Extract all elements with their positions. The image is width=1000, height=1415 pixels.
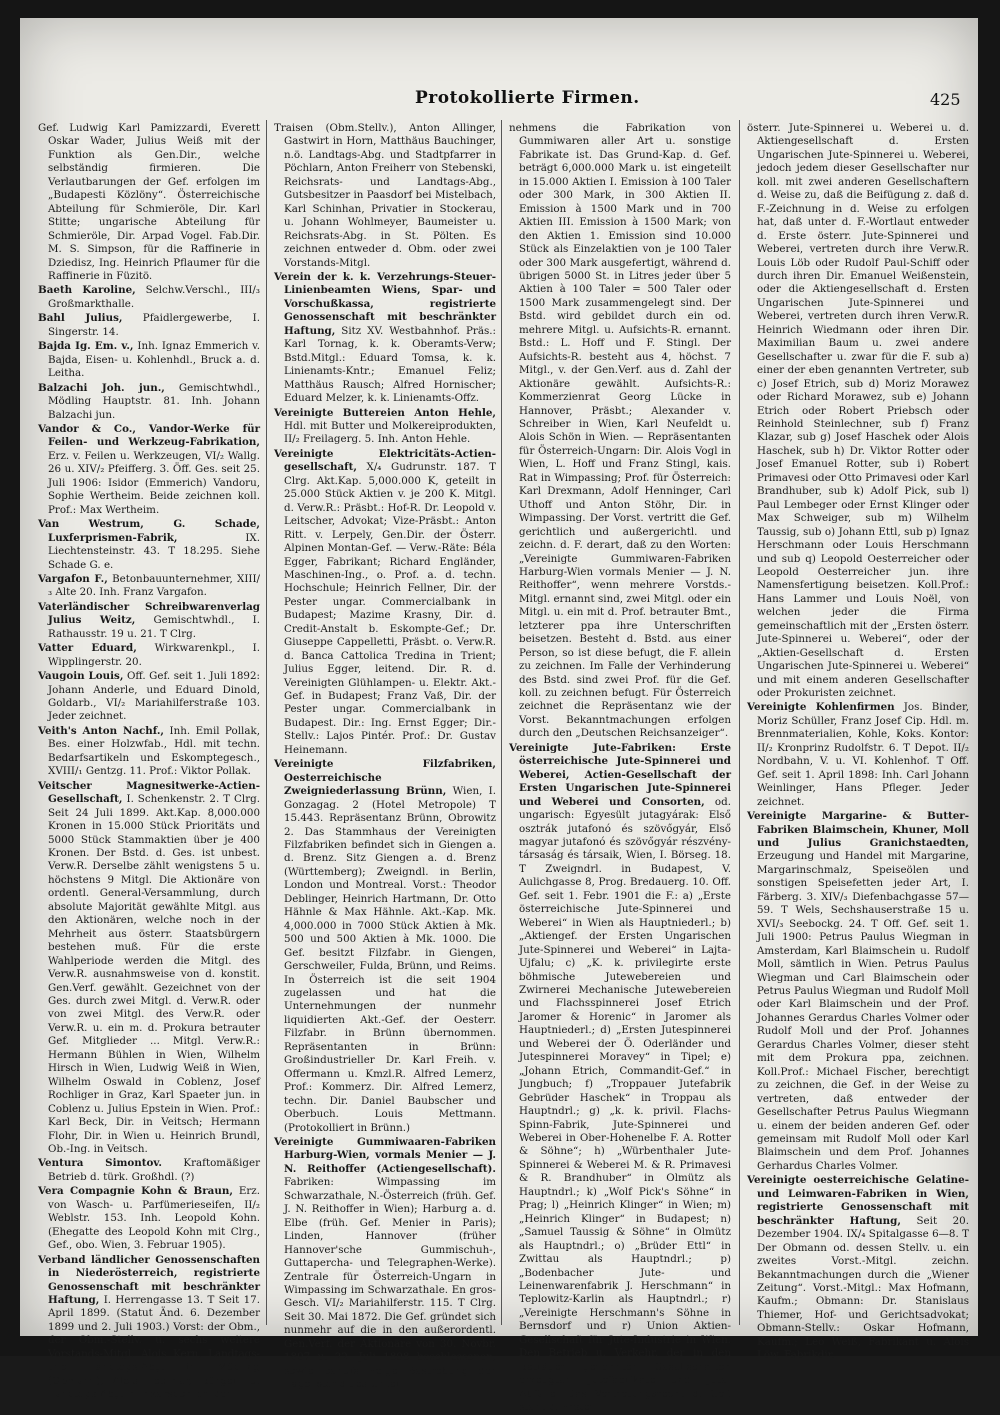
firm-name: Bajda Ig. Em. v.,	[38, 340, 134, 353]
firm-details: österr. Jute-Spinnerei u. Weberei u. d. Aktiengesellschaft d. Ersten Ungarischen Jute-Spinnerei u. Weberei, jedoch jedem dieser Gesellschafter nur koll. mit zwei anderen Gesellschaftern d. Weise zu, daß die Beifügung z. daß d. F.-Zeichnung in d. Weise zu erfolgen hat, daß unter d. F.-Wortlaut entweder d. Erste österr. Jute-Spinnerei und Weberei, vertreten durch ihre Verw.R. Louis Löb oder Rudolf Paul-Schiff oder durch ihren Dir. Emanuel Weißenstein, oder die Aktiengesellschaft d. Ersten Ungarischen Jute-Spinnerei und Weberei, vertreten durch ihren Verw.R. Heinrich Wiedmann oder ihren Dir. Maximilian Baum u. zwei andere Gesellschafter u. zwar für die F. sub a) einer der eben genannten Vertreter, sub c) Josef Etrich, sub d) Moriz Morawez oder Richard Morawez, sub e) Johann Etrich oder Robert Priebsch oder Reinhold Steinlechner, sub f) Franz Klazar, sub g) Josef Haschek oder Alois Haschek, sub h) Dr. Viktor Rotter oder Josef Emanuel Rotter, sub i) Robert Primavesi oder Otto Primavesi oder Karl Brandhuber, sub k) Adolf Pick, sub l) Paul Lembeger oder Ernst Klinger oder Max Schweiger, sub m) Wilhelm Taussig, sub o) Johann Ettl, sub p) Ignaz Herschmann oder Louis Herschmann und sub q) Leopold Oesterreicher oder Leopold Oesterreicher jun. ihre Namensfertigung beisetzen. Koll.Prof.: Hans Lammer und Louis Noël, von welchen jeder die Firma gemeinschaftlich mit der „Ersten österr. Jute-Spinnerei u. Weberei“, oder der „Aktien-Gesellschaft d. Ersten Ungarischen Jute-Spinnerei u. Weberei“ und mit einem anderen Gesellschafter oder Prokuristen zeichnet.	[747, 122, 970, 700]
directory-entry	[38, 1254, 260, 1402]
firm-details: Inh. Emil Pollak, Bes. einer Holzwfab., Hdl. mit techn. Bedarfsartikeln und Eskomptegesch., XVIII/₁ Gentzg. 11. Prof.: Viktor Pollak.	[48, 724, 260, 778]
column-divider	[266, 120, 267, 1325]
directory-entry	[274, 1136, 496, 1392]
directory-entry	[38, 312, 260, 339]
directory-entry	[38, 725, 260, 779]
firm-details: Erz. v. Feilen u. Werkzeugen, VI/₂ Wallg. 26 u. XIV/₂ Pfeifferg. 3. Öff. Ges. seit 25. Juli 1906: Isidor (Emmerich) Vandoru, Sophie Wertheim. Beide zeichnen koll. Prof.: Max Wertheim.	[48, 449, 260, 516]
firm-name: Vereinigte oesterreichische Gelatine- und Leimwaren-Fabriken in Wien, registrierte Genossenschaft mit beschränkter Haftung,	[747, 1174, 969, 1227]
firm-name: Vereinigte Margarine- & Butter-Fabriken Blaimschein, Khuner, Moll und Julius Granichstaedten,	[747, 810, 969, 850]
firm-details: Inh. Ignaz Emmerich v. Bajda, Eisen- u. Kohlenhdl., Bruck a. d. Leitha.	[48, 340, 261, 380]
firm-name: Vereinigte Kohlenfirmen	[747, 701, 895, 714]
firm-details: Sitz XV. Westbahnhof. Präs.: Karl Tornag, k. k. Oberamts-Verw; Bstd.Mitgl.: Eduard Tomsa, k. k. Linienamts-Kntr.; Emanuel Feliz; Matthäus Rausch; Alfred Hornischer; Eduard Melzer, k. k. Linienamts-Offz.	[284, 324, 496, 405]
firm-name: Verband ländlicher Genossenschaften in Niederösterreich, registrierte Genossenschaft mit beschränkter Haftung,	[38, 1253, 260, 1306]
directory-entry	[38, 573, 260, 600]
directory-entry	[509, 122, 731, 741]
firm-name: Balzachi Joh. jun.,	[38, 381, 165, 394]
directory-entry	[38, 1157, 260, 1184]
page-number: 425	[930, 90, 961, 109]
firm-details: Gef. Ludwig Karl Pamizzardi, Everett Oskar Wader, Julius Weiß mit der Funktion als Gen.Dir., welche selbständig firmieren. Die Verlautbarungen der Gef. erfolgen im „Budapesti Közlöny“. Österreichische Abteilung für Schmieröle, Dir. Karl Stitte; ungarische Abteilung für Schmieröle, Dir. Arpad Vogel. Fab.Dir. M. S. Simpson, für die Raffinerie in Dziedisz, Ing. Heinrich Pflaumer für die Raffinerie in Füzitö.	[38, 122, 260, 282]
firm-details: Gemischtwhdl., Mödling Hauptstr. 81. Inh. Johann Balzachi jun.	[48, 381, 260, 421]
firm-name: Verein der k. k. Verzehrungs-Steuer-Linienbeamten Wiens, Spar- und Vorschußkassa, registrierte Genossenschaft mit beschränkter Haftung,	[274, 270, 496, 337]
firm-name: Vandor & Co., Vandor-Werke für Feilen- und Werkzeug-Fabrikation,	[38, 422, 260, 449]
firm-name: Vargafon F.,	[38, 572, 108, 585]
directory-entry	[509, 742, 731, 1415]
firm-name: Vereinigte Elektricitäts-Actien-gesellschaft,	[274, 447, 496, 474]
firm-name: Ventura Simontov.	[38, 1157, 162, 1170]
firm-details: Wien, I. Gonzagag. 2 (Hotel Metropole) T 15.443. Repräsentanz Brünn, Obrowitz 2. Das Stammhaus der Vereinigten Filzfabriken befindet sich in Giengen a. d. Brenz. Sitz Giengen a. d. Brenz (Württemberg); Zweigndl. in Berlin, London und Montreal. Vorst.: Theodor Deblinger, Heinrich Hartmann, Dr. Otto Hähnle & Max Hähnle. Akt.-Kap. Mk. 4,000.000 in 7000 Stück Aktien à Mk. 500 und 500 Aktien à Mk. 1000. Die Gef. besitzt Filzfabr. in Giengen, Gerschweiler, Fulda, Brünn, und Reims. In Österreich ist die seit 1904 zugelassen und hat die Unternehmungen der nunmehr liquidierten Akt.-Gef. der Oesterr. Filzfabr. in Brünn übernommen. Repräsentanten in Brünn: Großindustrieller Dr. Karl Freih. v. Offermann u. Kmzl.R. Alfred Lemerz, Prof.: Kommerz. Dir. Alfred Lemerz, techn. Dir. Daniel Baubscher und Oberbuch. Louis Mettmann. (Protokolliert in Brünn.)	[284, 785, 497, 1134]
firm-details: Kraftomäßiger Betrieb d. türk. Großhdl. (?)	[48, 1157, 260, 1183]
directory-entry	[38, 601, 260, 641]
directory-entry	[747, 701, 969, 809]
firm-name: Vereinigte Filzfabriken, Oesterreichische Zweigniederlassung Brünn,	[274, 758, 496, 798]
firm-name: Baeth Karoline,	[38, 284, 136, 297]
directory-entry	[38, 122, 260, 283]
directory-entry	[38, 1185, 260, 1252]
directory-entry	[274, 448, 496, 757]
directory-entry	[747, 1174, 969, 1362]
directory-entry	[38, 642, 260, 669]
column-divider	[501, 120, 502, 1325]
directory-entry	[38, 780, 260, 1157]
directory-entry	[38, 284, 260, 311]
firm-name: Veith's Anton Nachf.,	[38, 724, 165, 737]
firm-name: Van Westrum, G. Schade, Luxferprismen-Fabrik,	[38, 518, 260, 544]
firm-name: Bahl Julius,	[38, 312, 123, 325]
text-column-1	[38, 122, 261, 1401]
directory-entry	[38, 670, 260, 724]
directory-entry	[38, 423, 260, 517]
firm-details: nehmens die Fabrikation von Gummiwaren aller Art u. sonstige Fabrikate ist. Das Grund-Kap. d. Gef. beträgt 6,000.000 Mark u. ist eingeteilt in 15.000 Aktien I. Emission à 100 Taler oder 300 Mark, in 300 Aktien II. Emission à 1500 Mark und in 700 Aktien III. Emission à 1500 Mark; von den Aktien 1. Emission sind 10.000 Stück als Einzelaktien von je 100 Taler oder 300 Mark ausgefertigt, während d. übrigen 5000 St. in Litres jeder über 5 Aktien à 100 Taler = 500 Taler oder 1500 Mark zusammengelegt sind. Der Bstd. wird gebildet durch ein od. mehrere Mitgl. u. Aufsichts-R. ernannt. Bstd.: L. Hoff und F. Stingl. Der Aufsichts-R. besteht aus 4, höchst. 7 Mitgl., v. der Gen.Verf. aus d. Zahl der Aktionäre gewählt. Aufsichts-R.: Kommerzienrat Georg Lücke in Hannover, Präsbt.; Alexander v. Schreiber in Wien, Karl Neufeldt u. Alois Schön in Wien. — Repräsentanten für Österreich-Ungarn: Dir. Alois Vogl in Wien, L. Hoff und Franz Stingl, kais. Rat in Wimpassing; Prof. für Österreich: Karl Drexmann, Adolf Henninger, Carl Uthoff und Anton Stöhr, Dir. in Wimpassing. Der Vorst. vertritt die Gef. gerichtlich und außergerichtl. und zeichn. d. F. derart, daß zu den Worten: „Vereinigte Gummiwaren-Fabriken Harburg-Wien vormals Menier — J. N. Reithoffer“, wenn mehrere Vorstds.-Mitgl. ernannt sind, zwei Mitgl. oder ein Mitgl. u. ein mit d. Prof. betrauter Bmt., letzterer ppa ihre Unterschriften beisetzen. Besteht d. Bstd. aus einer Person, so ist diese befugt, die F. allein zu zeichnen. Im Falle der Verhinderung des Bstd. sind zwei Prof. für die Gef. koll. zu zeichnen befugt. Für Österreich zeichnet die Repräsentanz wie der Vorst. Bekanntmachungen erfolgen durch den „Deutschen Reichsanzeiger“.	[509, 122, 731, 740]
firm-name: Vera Compagnie Kohn & Braun,	[38, 1185, 233, 1198]
firm-details: Hdl. mit Butter und Molkereiprodukten, II/₂ Freilagerg. 5. Inh. Anton Hehle.	[284, 419, 496, 446]
text-column-3	[509, 122, 731, 1414]
text-column-4	[747, 122, 970, 1362]
firm-details: od. ungarisch: Egyesült jutagyárak: Első osztrák jutafonó és szövőgyár, Első magyar jutafonó és szövőgyár részvény-társaság és társaik, Wien, I. Börseg. 18. T Zweigndrl. in Budapest, V. Aulichgasse 8, Prog. Bredauerg. 10. Off. Gef. seit 1. Febr. 1901 die F.: a) „Erste österreichische Jute-Spinnerei und Weberei“ in Wien als Hauptniederl.; b) „Aktiengef. der Ersten Ungarischen Jute-Spinnerei und Weberei“ in Lajta-Ujfalu; c) „K. k. privilegirte erste böhmische Jutewebereien und Zwirnerei Mechanische Jutewebereien und Flachsspinnerei Josef Etrich Jaromer & Horenic“ in Jaromer als Hauptniederl.; d) „Ersten Jutespinnerei und Weberei der Ö. Oderländer und Jutespinnerei Moravey“ in Tipel; e) „Johann Etrich, Commandit-Gef.“ in Jungbuch; f) „Troppauer Jutefabrik Gebrüder Haschek“ in Troppau als Hauptndrl.; g) „k. k. privil. Flachs-Spinn-Fabrik, Jute-Spinnerei und Weberei in Ober-Hohenelbe F. A. Rotter & Söhne“; h) „Würbenthaler Jute-Spinnerei & Weberei M. & R. Primavesi & R. Brandhuber“ in Olmütz als Hauptndrl.; k) „Wolf Pick's Söhne“ in Prag; l) „Heinrich Klinger“ in Wien; m) „Heinrich Klinger“ in Budapest; n) „Samuel Taussig & Söhne“ in Olmütz als Hauptndrl.; o) „Brüder Ettl“ in Zwittau als Hauptndrl.; p) „Bodenbacher Jute- und Leinenwarenfabrik J. Herschmann“ in Teplowitz-Karlin als Hauptndrl.; r) „Vereinigte Herschmann's Söhne in Bernsdorf und r) Union Aktien-Gesellschaft für Jute-Industrie in Wien. Den Betrieb u. Verkehr. der in den Beträgen genannten Gesellschaften erzeugten Jutefabrikate und Jute-Abfälle. Das Vertretungsrecht d. Gef. steht d. Ersten	[519, 795, 731, 1414]
firm-details: Selchw.Verschl., III/₃ Großmarkthalle.	[48, 284, 260, 310]
firm-details: Fabriken: Wimpassing im Schwarzathale, N.-Österreich (früh. Gef. J. N. Reithoffer in Wien); Harburg a. d. Elbe (früh. Gef. Menier in Paris); Linden, Hannover (früher Hannover'sche Gummischuh-, Guttapercha- und Telegraphen-Werke). Zentrale für Österreich-Ungarn in Wimpassing im Schwarzathale. En gros-Gesch. VI/₂ Mariahilferstr. 115. T Clrg. Seit 30. Mai 1872. Die Gef. gründet sich nunmehr auf die in den außerordentl. Gen.Verf. der Aktionäre von 30. Novbr. 1897 u. 22. Juli 1898 beschlossenen, sowie behufs Folge Bestrebung der Eagel.stand des Unter-	[284, 1176, 496, 1391]
firm-details: Jos. Binder, Moriz Schüller, Franz Josef Cip. Hdl. m. Brennmaterialien, Kohle, Koks. Kontor: II/₂ Kronprinz Rudolfstr. 6. T Depot. II/₂ Nordbahn, V. u. VI. Kohlenhof. T Off. Gef. seit 1. April 1898: Inh. Carl Johann Weinlinger, Hans Pfleger. Jeder zeichnet.	[757, 701, 970, 808]
firm-details: Off. Gef. seit 1. Juli 1892: Johann Anderle, und Eduard Dinold, Goldarb., VI/₂ Mariahilferstraße 103. Jeder zeichnet.	[48, 670, 260, 723]
page-title: Protokollierte Firmen.	[415, 88, 640, 108]
directory-entry	[274, 122, 496, 270]
firm-details: Erz. von Wasch- u. Parfümerieseifen, II/₂ Weblstr. 153. Inh. Leopold Kohn. (Ehegatte des Leopold Kohn mit Clrg., Gef., obo. Wien, 3. Februar 1905).	[48, 1185, 260, 1252]
firm-details: Betonbauunternehmer, XIII/₃ Alte 20. Inh. Franz Vargafon.	[48, 572, 260, 599]
directory-entry	[274, 407, 496, 447]
directory-entry	[274, 758, 496, 1135]
firm-name: Vaugoin Louis,	[38, 670, 124, 683]
firm-name: Vereinigte Jute-Fabriken: Erste österreichische Jute-Spinnerei und Weberei, Actien-Gesellschaft der Ersten Ungarischen Jute-Spinnerei und Weberei und Consorten,	[509, 741, 731, 808]
directory-entry	[38, 340, 260, 380]
text-column-2	[274, 122, 497, 1391]
firm-details: Gemischtwhdl., I. Rathausstr. 19 u. 21. T Clrg.	[48, 614, 260, 640]
directory-entry	[747, 810, 969, 1173]
directory-entry	[38, 518, 260, 572]
firm-details: I. Schenkenstr. 2. T Clrg. Seit 24 Juli 1899. Akt.Kap. 8,000.000 Kronen in 15.000 Stück Prioritäts und 5000 Stück Stammaktien über je 400 Kronen. Der Bstd. d. Ges. ist unbest. Verw.R. Derselbe zählt wenigstens 5 u. höchstens 9 Mitgl. Die Aktionäre von ordentl. General-Versammlung, durch absolute Majorität gewählte Mitgl. aus den Aktionären, welche noch in der Mehrheit aus österr. Staatsbürgern bestehen muß. Für die erste Wahlperiode werden die Mitgl. des Verw.R. ausnahmsweise von d. konstit. Gen.Verf. gewählt. Gezeichnet von der Ges. durch zwei Mitgl. d. Verw.R. oder von zwei Mitgl. des Verw.R. oder Verw.R. u. ein m. d. Prokura betrauter Gef. Mitglieder ... Mitgl. Verw.R.: Hermann Bühlen in Wien, Wilhelm Hirsch in Wien, Ludwig Weiß in Wien, Wilhelm Oswald in Coblenz, Josef Rochliger in Graz, Karl Spaeter jun. in Coblenz u. Julius Epstein in Wien. Prof.: Karl Beck, Dir. in Veitsch; Hermann Flohr, Dir. in Wien u. Heinrich Brundl, Ob.-Ing. in Veitsch.	[48, 793, 260, 1155]
directory-entry	[38, 382, 260, 422]
firm-name: Vereinigte Buttereien Anton Hehle,	[274, 406, 496, 419]
firm-name: Veitscher Magnesitwerke-Actien-Gesellschaft,	[38, 779, 260, 806]
firm-name: Vatter Eduard,	[38, 642, 137, 655]
firm-name: Vaterländischer Schreibwarenverlag Julius Weitz,	[38, 600, 260, 627]
firm-details: I. Herrengasse 13. T Seit 17. April 1899. (Statut Änd. 6. Dezember 1899 und 2. Juli 1903.) Vorst: der Obm., der Obm.-Stellv. u. sechs weitere Vorstands-Mitgl. Alois Kern, Landtags- und Landtags-Abg. in Mödling (Obmann), Alois Lechner, Bürger- u. Landtags-Abg. in Inzersdorf an der	[48, 1293, 260, 1401]
firm-details: Traisen (Obm.Stellv.), Anton Allinger, Gastwirt in Horn, Matthäus Bauchinger, n.ö. Landtags-Abg. und Stadtpfarrer in Pöchlarn, Anton Freiherr von Stebenski, Reichsrats- und Landtags-Abg., Gutsbesitzer in Paasdorf bei Mistelbach, Karl Schinhan, Privatier in Stockerau, u. Johann Wohlmeyer, Baumeister u. Reichsrats-Abg. in St. Pölten. Es zeichnen entweder d. Obm. oder zwei Vorstands-Mitgl.	[274, 122, 496, 269]
directory-entry	[747, 122, 969, 700]
directory-entry	[274, 271, 496, 406]
firm-details: Erzeugung und Handel mit Margarine, Margarinschmalz, Speiseölen und sonstigen Speisefetten jeder Art, I. Färberg. 3. XIV/₃ Diefenbachgasse 57—59. T Wels, Sechshauserstraße 15 u. XVI/₃ Seebockg. 24. T Off. Gef. seit 1. Juli 1900: Petrus Paulus Wiegman in Amsterdam, Karl Blaimschein u. Rudolf Moll, sämtlich in Wien. Petrus Paulus Wiegman und Carl Blaimschein oder Petrus Paulus Wiegman und Rudolf Moll oder Karl Blaimschein und der Prof. Johannes Gerardus Charles Volmer oder Rudolf Moll und der Prof. Johannes Gerardus Charles Volmer, dieser steht mit dem Prokura ppa, zeichnen. Koll.Prof.: Michael Fischer, berechtigt zu zeichnen, die Gef. in der Weise zu vertreten, daß entweder der Gesellschafter Petrus Paulus Wiegmann u. einem der beiden anderen Gef. oder gemeinsam mit Rudolf Moll oder Karl Blaimschein und dem Prof. Johannes Gerhardus Charles Volmer.	[757, 850, 969, 1172]
column-divider	[739, 120, 740, 1325]
firm-details: X/₄ Gudrunstr. 187. T Clrg. Akt.Kap. 5,000.000 K, geteilt in 25.000 Stück Aktien v. je 200 K. Mitgl. d. Verw.R.: Präsbt.: Hof-R. Dr. Leopold v. Leitscher, Advokat; Vize-Präsbt.: Anton Ritt. v. Lerpely, Gen.Dir. der Österr. Alpinen Montan-Gef. — Verw.-Räte: Béla Egger, Fabrikant; Richard Engländer, Maschinen-Ing., o. Prof. a. d. techn. Hochschule; Heinrich Fellner, Dir. der Pester ungar. Commercialbank in Budapest; Mazime Krasny, Dir. d. Credit-Anstalt b. Eskompte-Gef.; Dr. Giuseppe Cappelletti, Präsbt. o. Verw.R. d. Banca Cattolica Tredina in Trient; Julius Egger, leitend. Dir. R. d. Vereinigten Glühlampen- u. Elektr. Akt.-Gef. in Budapest; Franz Vaß, Dir. der Pester ungar. Commercialbank in Budapest. Dir.: Ing. Ernst Egger; Dir.-Stellv.: Lajos Pintér. Prof.: Dr. Gustav Heinemann.	[284, 461, 496, 756]
firm-details: Pfaidlergewerbe, I. Singerstr. 14.	[48, 312, 260, 338]
firm-details: Seit 20. Dezember 1904. IX/₄ Spitalgasse 6—8. T Der Obmann od. dessen Stellv. u. ein zweites Vorst.-Mitgl. zeichn. Bekanntmachungen durch die „Wiener Zeitung“. Vorst.-Mitgl.: Max Hofmann, Kaufm.; Obmann: Dr. Stanislaus Thiemer, Hof- und Gerichtsadvokat; Obmann-Stellv.: Oskar Hofmann, Kaufm.; Leo Weiß, Fabrikant u. Alois Löw, Fabrikdir.	[757, 1214, 969, 1362]
firm-details: IX. Liechtensteinstr. 43. T 18.295. Siehe Schade G. e.	[48, 531, 260, 571]
firm-name: Vereinigte Gummiwaaren-Fabriken Harburg-Wien, vormals Menier — J. N. Reithoffer (Actiengesellschaft).	[274, 1135, 496, 1175]
firm-details: Wirkwarenkpl., I. Wipplingerstr. 20.	[48, 642, 260, 668]
document-page	[20, 18, 978, 1414]
